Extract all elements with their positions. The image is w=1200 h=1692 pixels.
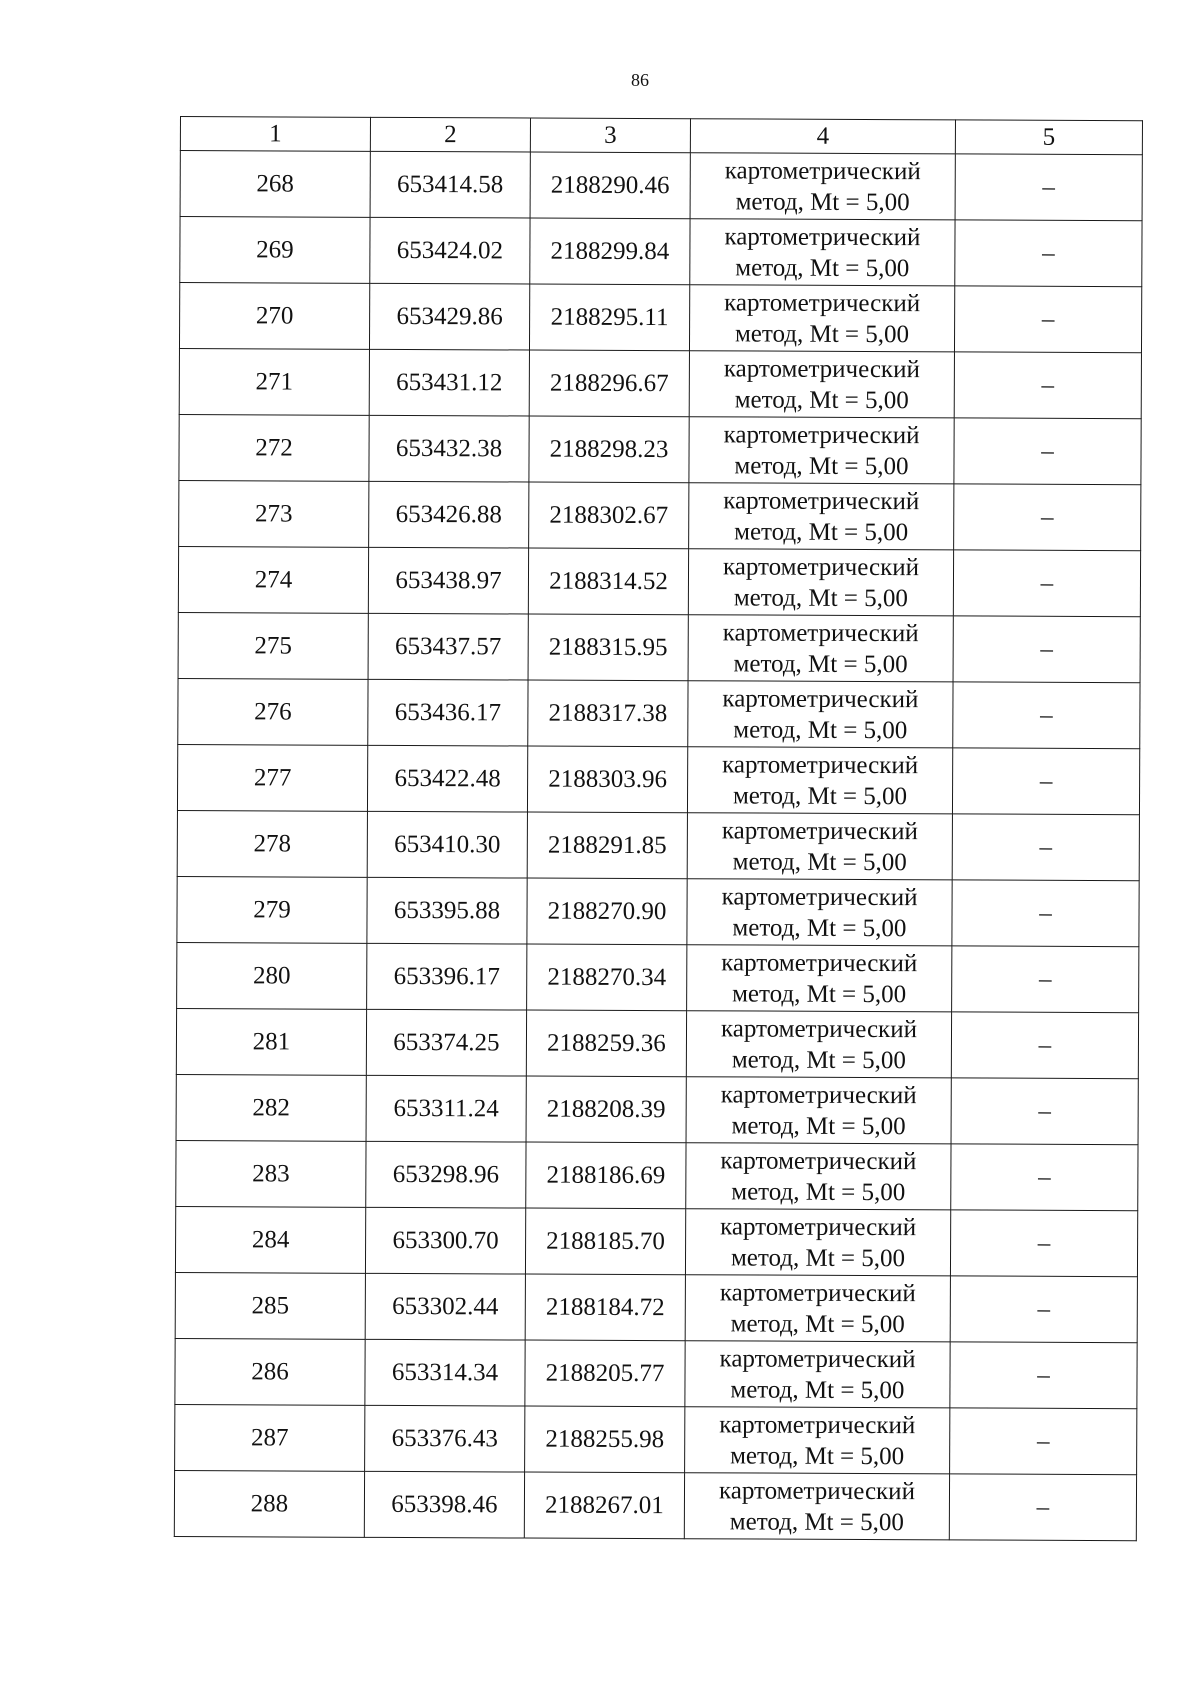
point-number-cell: 277 [177, 744, 367, 811]
x-coordinate-cell: 653424.02 [370, 217, 530, 284]
method-line-1: картометрический [720, 1146, 917, 1175]
table-row [180, 217, 1142, 287]
table-body [174, 151, 1142, 1541]
x-coordinate-cell: 653302.44 [365, 1273, 525, 1340]
method-line-2: метод, Mt = 5,00 [731, 1111, 906, 1140]
column-header-2: 2 [370, 117, 530, 152]
point-number-cell: 282 [176, 1074, 366, 1141]
y-coordinate-cell: 2188298.23 [529, 416, 689, 483]
x-coordinate-cell: 653437.57 [368, 613, 528, 680]
method-line-2: метод, Mt = 5,00 [732, 913, 907, 942]
point-number-cell: 279 [177, 876, 367, 943]
y-coordinate-cell: 2188270.34 [527, 944, 687, 1011]
method-line-1: картометрический [719, 1344, 916, 1373]
method-cell [687, 879, 952, 946]
column-5-cell: – [952, 748, 1139, 815]
x-coordinate-cell: 653374.25 [366, 1009, 526, 1076]
method-line-1: картометрический [722, 750, 919, 779]
point-number-cell: 275 [178, 612, 368, 679]
table-row [178, 678, 1140, 748]
x-coordinate-cell: 653396.17 [367, 943, 527, 1010]
method-line-2: метод, Mt = 5,00 [734, 451, 909, 480]
column-header-3: 3 [530, 118, 690, 153]
column-5-cell: – [951, 1078, 1138, 1145]
method-cell [685, 1407, 950, 1474]
method-line-1: картометрический [721, 816, 918, 845]
method-line-1: картометрический [720, 1212, 917, 1241]
method-line-1: картометрический [724, 156, 921, 185]
method-line-1: картометрический [722, 684, 919, 713]
method-line-2: метод, Mt = 5,00 [735, 253, 910, 282]
method-cell [685, 1341, 950, 1408]
y-coordinate-cell: 2188317.38 [528, 680, 688, 747]
method-line-2: метод, Mt = 5,00 [732, 847, 907, 876]
method-cell [689, 483, 954, 550]
x-coordinate-cell: 653300.70 [365, 1207, 525, 1274]
y-coordinate-cell: 2188208.39 [526, 1076, 686, 1143]
x-coordinate-cell: 653431.12 [369, 349, 529, 416]
y-coordinate-cell: 2188184.72 [525, 1274, 685, 1341]
table-row [175, 1338, 1137, 1408]
column-5-cell: – [954, 352, 1141, 419]
table-row [175, 1206, 1137, 1276]
method-cell [685, 1209, 950, 1276]
table-row [177, 810, 1139, 880]
method-cell [686, 1143, 951, 1210]
x-coordinate-cell: 653395.88 [367, 877, 527, 944]
x-coordinate-cell: 653422.48 [367, 745, 527, 812]
column-5-cell: – [953, 616, 1140, 683]
method-line-2: метод, Mt = 5,00 [731, 1045, 906, 1074]
y-coordinate-cell: 2188302.67 [529, 482, 689, 549]
method-line-1: картометрический [724, 288, 921, 317]
method-cell [688, 681, 953, 748]
column-5-cell: – [955, 220, 1142, 287]
table-row [176, 1140, 1138, 1210]
point-number-cell: 283 [176, 1140, 366, 1207]
x-coordinate-cell: 653432.38 [369, 415, 529, 482]
x-coordinate-cell: 653298.96 [366, 1141, 526, 1208]
column-5-cell: – [953, 550, 1140, 617]
method-line-2: метод, Mt = 5,00 [734, 385, 909, 414]
method-cell [685, 1275, 950, 1342]
y-coordinate-cell: 2188205.77 [525, 1340, 685, 1407]
method-line-2: метод, Mt = 5,00 [733, 715, 908, 744]
column-5-cell: – [953, 682, 1140, 749]
point-number-cell: 285 [175, 1272, 365, 1339]
point-number-cell: 272 [179, 414, 369, 481]
x-coordinate-cell: 653410.30 [367, 811, 527, 878]
method-cell [690, 153, 955, 220]
y-coordinate-cell: 2188295.11 [529, 284, 689, 351]
method-line-2: метод, Mt = 5,00 [730, 1441, 905, 1470]
method-line-1: картометрический [723, 486, 920, 515]
method-cell [686, 1077, 951, 1144]
table-row [178, 612, 1140, 682]
point-number-cell: 271 [179, 348, 369, 415]
point-number-cell: 287 [175, 1404, 365, 1471]
y-coordinate-cell: 2188270.90 [527, 878, 687, 945]
method-line-1: картометрический [718, 1476, 916, 1505]
method-line-1: картометрический [721, 882, 918, 911]
table-row [179, 283, 1141, 353]
point-number-cell: 270 [179, 283, 369, 350]
table-row [175, 1272, 1137, 1342]
column-5-cell: – [952, 880, 1139, 947]
method-cell [689, 351, 954, 418]
column-5-cell: – [954, 484, 1141, 551]
y-coordinate-cell: 2188314.52 [528, 548, 688, 615]
table-header-row [180, 117, 1142, 155]
table-row [174, 1470, 1136, 1540]
y-coordinate-cell: 2188291.85 [527, 812, 687, 879]
y-coordinate-cell: 2188303.96 [527, 746, 687, 813]
table-row [178, 546, 1140, 616]
point-number-cell: 268 [180, 151, 370, 218]
method-line-2: метод, Mt = 5,00 [735, 187, 910, 216]
page-number: 86 [631, 70, 649, 90]
method-cell [688, 615, 953, 682]
table-row [179, 348, 1141, 418]
column-5-cell: – [949, 1474, 1136, 1541]
method-line-2: метод, Mt = 5,00 [731, 1177, 906, 1206]
x-coordinate-cell: 653429.86 [369, 283, 529, 350]
column-5-cell: – [950, 1276, 1137, 1343]
method-line-2: метод, Mt = 5,00 [729, 1507, 904, 1536]
column-5-cell: – [954, 286, 1141, 353]
method-cell [687, 945, 952, 1012]
method-line-1: картометрический [719, 1410, 916, 1439]
point-number-cell: 278 [177, 810, 367, 877]
table-row [176, 1074, 1138, 1144]
coordinates-table [174, 116, 1143, 1541]
y-coordinate-cell: 2188186.69 [526, 1142, 686, 1209]
table-row [179, 414, 1141, 484]
column-header-1: 1 [180, 117, 370, 152]
method-cell [686, 1011, 951, 1078]
x-coordinate-cell: 653438.97 [368, 547, 528, 614]
point-number-cell: 288 [174, 1470, 364, 1537]
x-coordinate-cell: 653436.17 [368, 679, 528, 746]
method-line-2: метод, Mt = 5,00 [733, 649, 908, 678]
point-number-cell: 286 [175, 1338, 365, 1405]
y-coordinate-cell: 2188299.84 [530, 218, 690, 285]
column-5-cell: – [952, 946, 1139, 1013]
y-coordinate-cell: 2188259.36 [526, 1010, 686, 1077]
x-coordinate-cell: 653314.34 [365, 1339, 525, 1406]
column-5-cell: – [950, 1210, 1137, 1277]
x-coordinate-cell: 653414.58 [370, 151, 530, 218]
method-line-1: картометрический [722, 618, 919, 647]
column-5-cell: – [954, 418, 1141, 485]
y-coordinate-cell: 2188255.98 [525, 1406, 685, 1473]
method-line-2: метод, Mt = 5,00 [730, 1243, 906, 1272]
table-row [177, 942, 1139, 1012]
method-line-1: картометрический [721, 948, 918, 977]
column-header-5: 5 [955, 120, 1142, 155]
method-line-1: картометрический [723, 354, 920, 383]
table-row [175, 1404, 1137, 1474]
y-coordinate-cell: 2188315.95 [528, 614, 688, 681]
method-cell [689, 285, 954, 352]
method-cell [687, 747, 952, 814]
point-number-cell: 281 [176, 1008, 366, 1075]
y-coordinate-cell: 2188296.67 [529, 350, 689, 417]
method-line-2: метод, Mt = 5,00 [733, 583, 908, 612]
table-row [176, 1008, 1138, 1078]
x-coordinate-cell: 653426.88 [369, 481, 529, 548]
point-number-cell: 284 [175, 1206, 365, 1273]
point-number-cell: 269 [180, 217, 370, 284]
point-number-cell: 273 [179, 480, 369, 547]
point-number-cell: 276 [178, 678, 368, 745]
method-line-1: картометрический [720, 1080, 917, 1109]
point-number-cell: 274 [178, 546, 368, 613]
method-cell [688, 549, 953, 616]
method-line-2: метод, Mt = 5,00 [730, 1375, 905, 1404]
method-line-2: метод, Mt = 5,00 [730, 1309, 905, 1338]
table-row [177, 876, 1139, 946]
method-cell [684, 1473, 949, 1540]
method-cell [689, 417, 954, 484]
method-line-1: картометрический [720, 1014, 918, 1043]
method-line-1: картометрический [723, 420, 920, 449]
column-5-cell: – [950, 1408, 1137, 1475]
y-coordinate-cell: 2188290.46 [530, 152, 690, 219]
method-line-2: метод, Mt = 5,00 [732, 781, 908, 810]
method-line-2: метод, Mt = 5,00 [734, 319, 910, 348]
x-coordinate-cell: 653376.43 [365, 1405, 525, 1472]
method-line-2: метод, Mt = 5,00 [732, 979, 907, 1008]
method-cell [687, 813, 952, 880]
y-coordinate-cell: 2188185.70 [525, 1208, 685, 1275]
method-line-1: картометрический [724, 222, 921, 251]
point-number-cell: 280 [177, 942, 367, 1009]
column-header-4: 4 [690, 119, 955, 154]
column-5-cell: – [950, 1342, 1137, 1409]
table-row [179, 480, 1141, 550]
table-row [180, 151, 1142, 221]
x-coordinate-cell: 653311.24 [366, 1075, 526, 1142]
method-line-1: картометрический [719, 1278, 916, 1307]
method-cell [690, 219, 955, 286]
method-line-1: картометрический [722, 552, 920, 581]
column-5-cell: – [951, 1144, 1138, 1211]
x-coordinate-cell: 653398.46 [364, 1471, 524, 1538]
y-coordinate-cell: 2188267.01 [524, 1472, 684, 1539]
table-row [177, 744, 1139, 814]
column-5-cell: – [952, 814, 1139, 881]
column-5-cell: – [951, 1012, 1138, 1079]
column-5-cell: – [955, 154, 1142, 221]
method-line-2: метод, Mt = 5,00 [734, 517, 909, 546]
